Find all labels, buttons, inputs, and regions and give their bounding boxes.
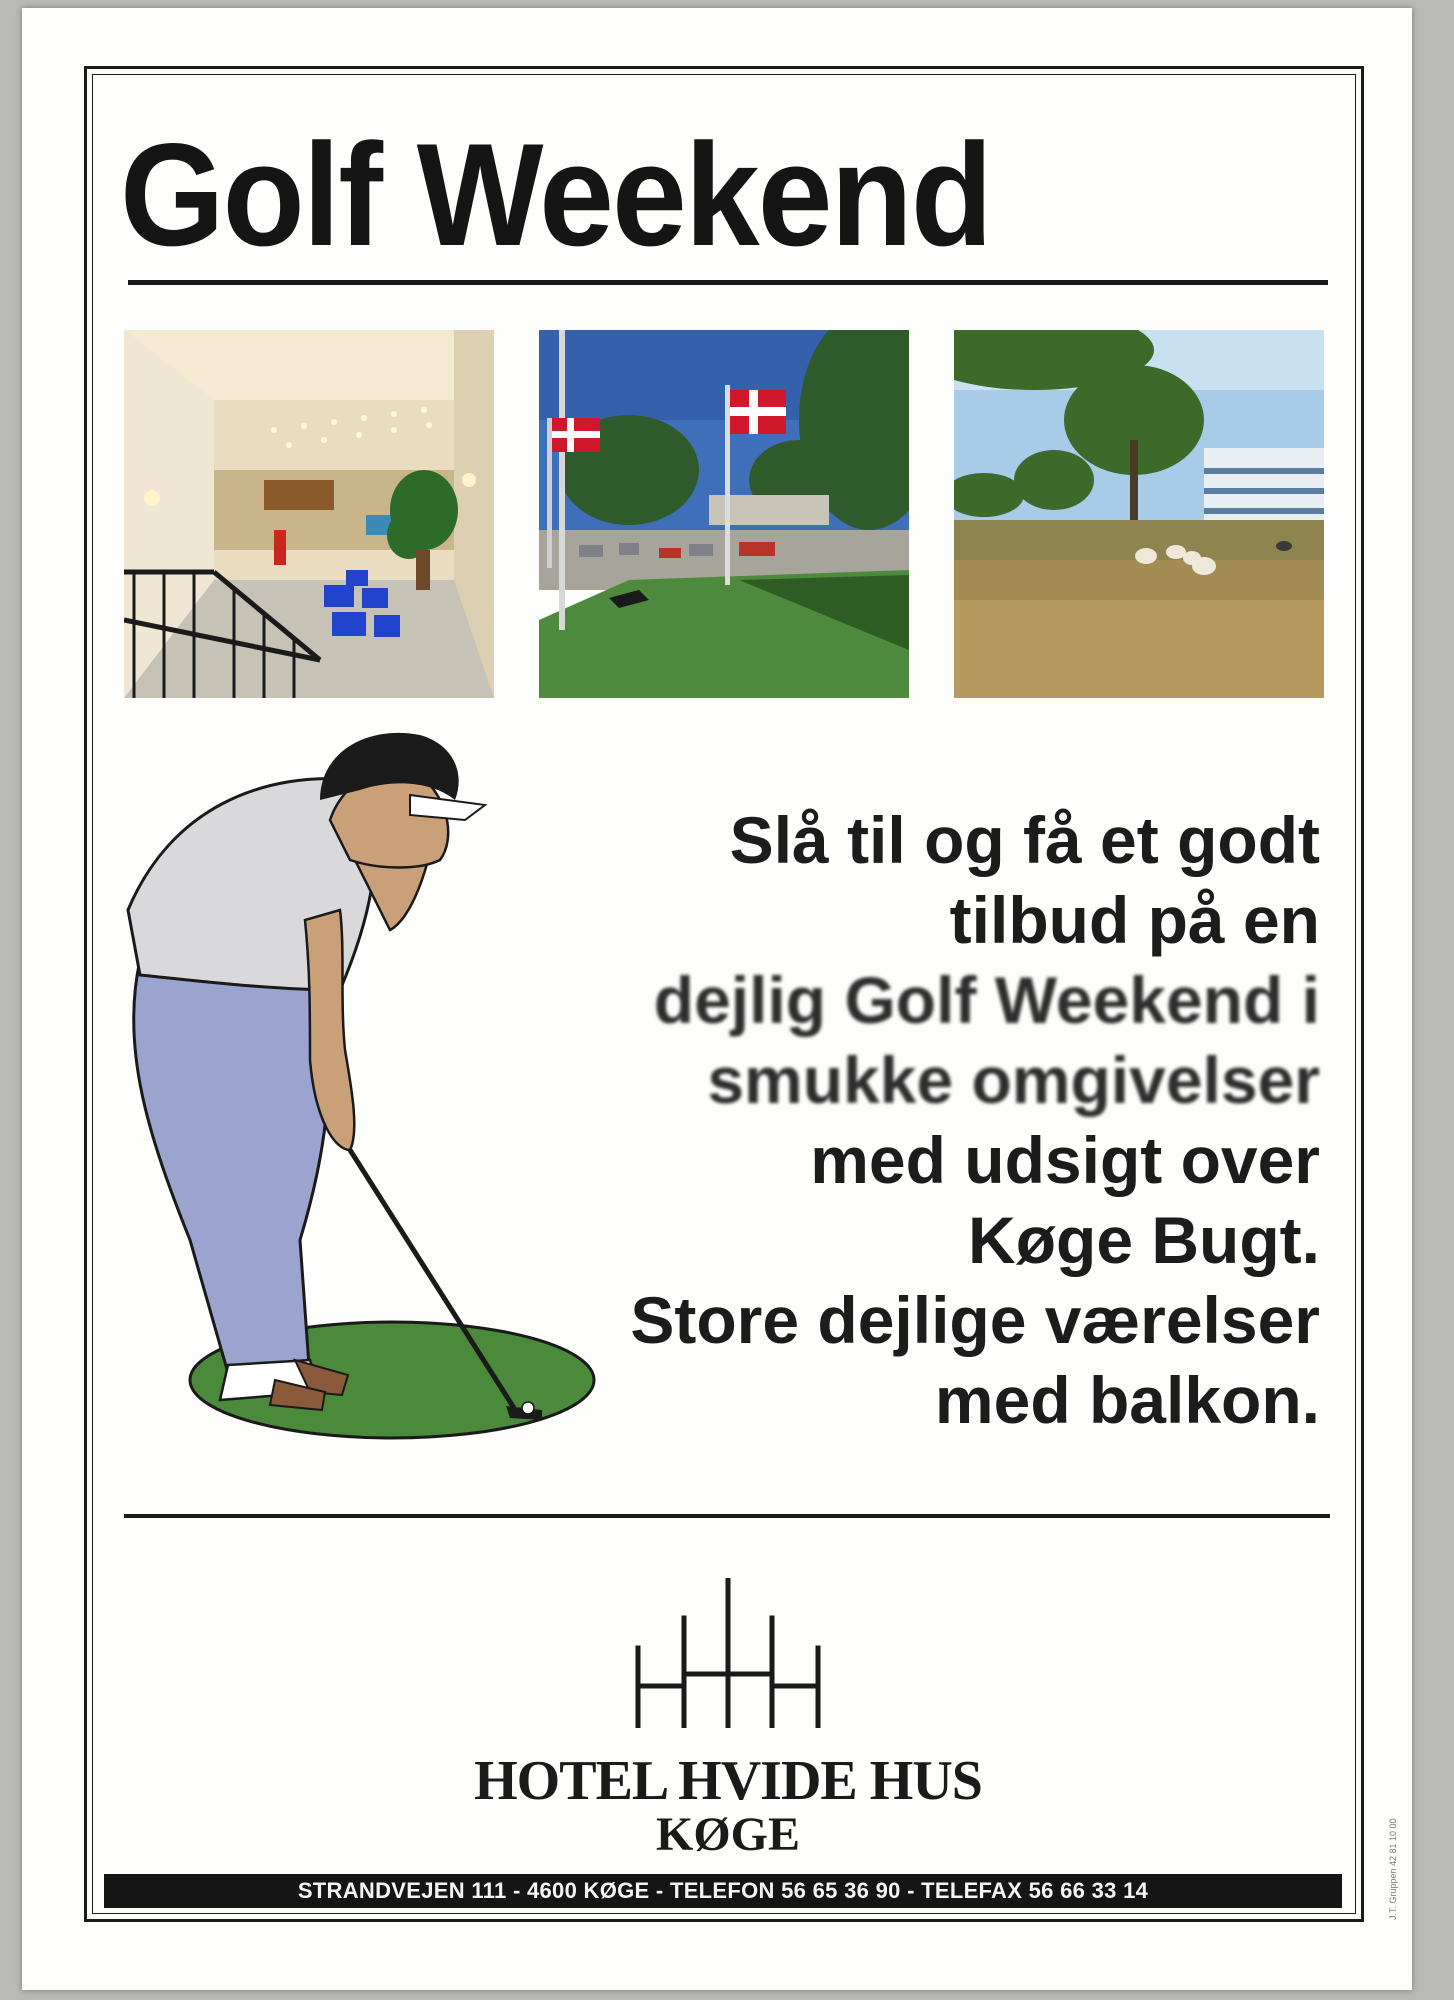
promo-line: Slå til og få et godt (729, 803, 1320, 877)
hotel-logo-icon (630, 1578, 826, 1728)
promo-text (500, 800, 1320, 1440)
hotel-city: KØGE (655, 1808, 801, 1861)
promo-line: Køge Bugt. (968, 1203, 1320, 1277)
hotel-name: HOTEL HVIDE HUS (474, 1750, 982, 1812)
address-bar: STRANDVEJEN 111 - 4600 KØGE - TELEFON 56 65 36 90 - TELEFAX 56 66 33 14 (104, 1874, 1342, 1908)
printer-mark: J.T. Gruppen 42 81 10 00 (1388, 1818, 1398, 1920)
section-divider (124, 1514, 1330, 1518)
promo-line: Store dejlige værelser (630, 1283, 1320, 1357)
promo-line: dejlig Golf Weekend i (653, 963, 1320, 1037)
title-divider (128, 280, 1328, 285)
photo-sheep-field (954, 330, 1324, 698)
promo-line: smukke omgivelser (707, 1043, 1320, 1117)
promo-line: med udsigt over (810, 1123, 1320, 1197)
photo-hotel-lobby (124, 330, 494, 698)
photo-hotel-entrance-flags (539, 330, 909, 698)
promo-line: tilbud på en (949, 883, 1320, 957)
promo-line: med balkon. (934, 1363, 1320, 1437)
page-title: Golf Weekend (120, 113, 992, 276)
